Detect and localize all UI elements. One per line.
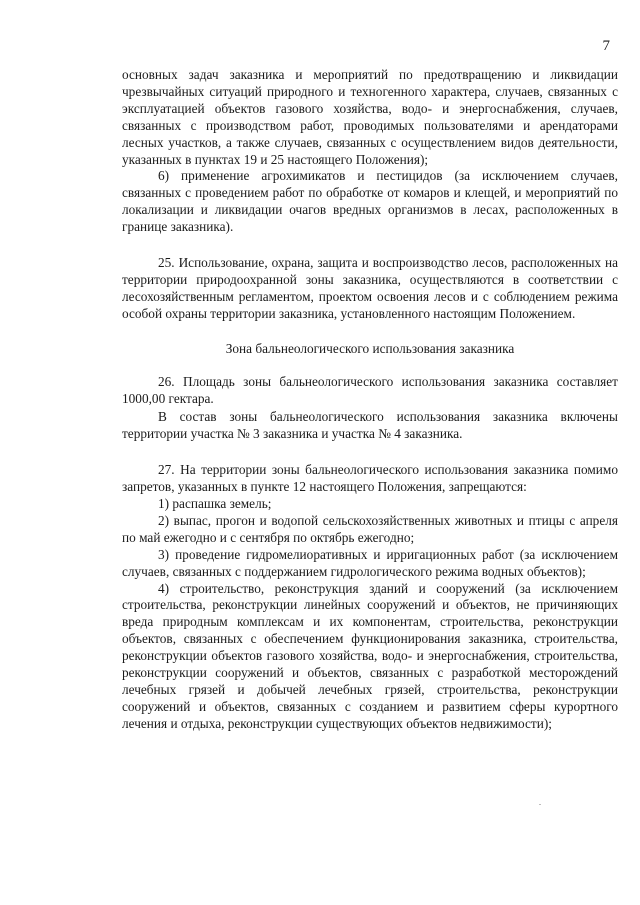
list-item-3: 3) проведение гидромелиоративных и ирригационных работ (за исключением случаев, связанных с поддержанием гидрологического режима водных объектов); — [122, 546, 618, 579]
paragraph-continuation: основных задач заказника и мероприятий по предотвращению и ликвидации чрезвычайных ситуаций природного и техногенного характера, случаев, связанных с эксплуатацией объектов газового хозяйства, водо- и энергоснабжения, случаев, связанных с производством работ, проводимых пользователями и арендаторами лесных участков, а также случаев, связанных с осуществлением видов деятельности, указанных в пунктах 19 и 25 настоящего Положения); — [122, 67, 618, 167]
scan-speck — [539, 804, 541, 805]
list-item-1: 1) распашка земель; — [158, 496, 272, 512]
paragraph-27: 27. На территории зоны бальнеологического использования заказника помимо запретов, указанных в пункте 12 настоящего Положения, запрещаются: — [122, 462, 618, 495]
list-item-4: 4) строительство, реконструкция зданий и сооружений (за исключением строительства, реконструкции линейных сооружений и объектов, не причиняющих вреда природным комплексам и их компонентам, строительства, реконструкции объектов, связанных с обеспечением функционирования заказника, строительства, реконструкции объектов газового хозяйства, водо- и энергоснабжения, строительства, реконструкции сооружений и объектов, связанных с разработкой месторождений лечебных грязей и добычей лечебных грязей, строительства, реконструкции сооружений и объектов, связанных с созданием и развитием сферы курортного лечения и отдыха, реконструкции существующих объектов недвижимости); — [122, 580, 618, 731]
paragraph-25: 25. Использование, охрана, защита и воспроизводство лесов, расположенных на территории природоохранной зоны заказника, осуществляются в соответствии с лесохозяйственным регламентом, проектом освоения лесов и с соблюдением режима особой охраны территории заказника, установленного настоящим Положением. — [122, 255, 618, 321]
document-body — [122, 67, 618, 733]
list-item-2: 2) выпас, прогон и водопой сельскохозяйственных животных и птицы с апреля по май ежегодно и с сентября по октябрь ежегодно; — [122, 512, 618, 545]
page-number: 7 — [602, 38, 610, 54]
paragraph-item-6: 6) применение агрохимикатов и пестицидов (за исключением случаев, связанных с проведением работ по обработке от комаров и клещей, и мероприятий по локализации и ликвидации очагов вредных организмов в лесах, расположенных в границе заказника). — [122, 168, 618, 235]
paragraph-26: 26. Площадь зоны бальнеологического использования заказника составляет 1000,00 гектара. — [122, 373, 618, 406]
paragraph-26-composition: В состав зоны бальнеологического использования заказника включены территории участка № 3 заказника и участка № 4 заказника. — [122, 409, 618, 442]
section-heading: Зона бальнеологического использования заказника — [225, 340, 515, 356]
